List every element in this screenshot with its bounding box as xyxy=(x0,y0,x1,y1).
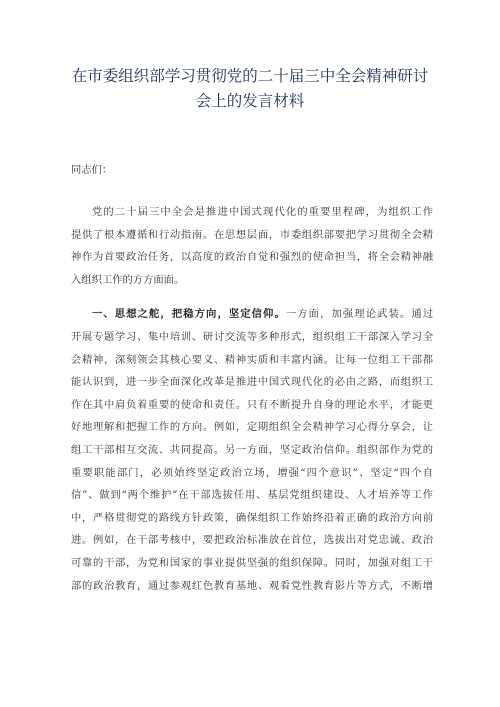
paragraph-2 xyxy=(71,303,433,597)
paragraph-1 xyxy=(71,201,433,291)
paragraph-line: 入组织工作的方方面面。 xyxy=(71,273,185,286)
title-line-1: 在市委组织部学习贯彻党的二十届三中全会精神研讨 xyxy=(71,67,429,85)
paragraph-line: 信”、做到“两个维护”在干部选拔任用、基层党组织建设、人才培养等工作 xyxy=(71,489,433,502)
document-title xyxy=(60,64,440,114)
paragraph-line: 开展专题学习、集中培训、研讨交流等多种形式，组织组工干部深入学习全 xyxy=(71,330,433,343)
title-line-2: 会上的发言材料 xyxy=(195,92,305,110)
paragraph-line: 进。例如，在干部考核中，要把政治标准放在首位，选拔出对党忠诚、政治 xyxy=(71,534,433,547)
paragraph-line: 会精神，深刻领会其核心要义、精神实质和丰富内涵。让每一位组工干部都 xyxy=(71,353,433,366)
paragraph-line: 中，严格贯彻党的路线方针政策，确保组织工作始终沿着正确的政治方向前 xyxy=(71,511,433,524)
paragraph-line: 党的二十届三中全会是推进中国式现代化的重要里程碑，为组织工作 xyxy=(92,206,433,218)
document-body xyxy=(71,160,433,597)
paragraph-line: 好地理解和把握工作的方向。例如，定期组织全会精神学习心得分享会，让 xyxy=(71,421,433,434)
section-heading: 一、思想之舵，把稳方向，坚定信仰。 xyxy=(92,308,286,321)
paragraph-line: 部的政治教育，通过参观红色教育基地、观看党性教育影片等方式，不断增 xyxy=(71,579,433,592)
paragraph-line: 组工干部相互交流、共同提高。另一方面，坚定政治信仰。组织部作为党的 xyxy=(71,443,433,456)
paragraph-gap xyxy=(71,291,433,303)
paragraph-line: 作在其中肩负着重要的使命和责任。只有不断提升自身的理论水平，才能更 xyxy=(71,398,433,411)
paragraph-line: 可靠的干部，为党和国家的事业提供坚强的组织保障。同时，加强对组工干 xyxy=(71,556,433,569)
paragraph-line: 重要职能部门，必须始终坚定政治立场，增强“四个意识”、坚定“四个自 xyxy=(71,466,433,479)
paragraph-line: 能认识到，进一步全面深化改革是推进中国式现代化的必由之路，而组织工 xyxy=(71,376,433,389)
paragraph-line-with-heading xyxy=(71,303,433,326)
paragraph-line-rest: 一方面，加强理论武装。通过 xyxy=(285,308,433,321)
paragraph-line: 提供了根本遵循和行动指南。在思想层面，市委组织部要把学习贯彻全会精 xyxy=(71,228,433,241)
paragraph-line: 神作为首要政治任务，以高度的政治自觉和强烈的使命担当，将全会精神融 xyxy=(71,251,433,264)
salutation: 同志们： xyxy=(71,164,113,176)
